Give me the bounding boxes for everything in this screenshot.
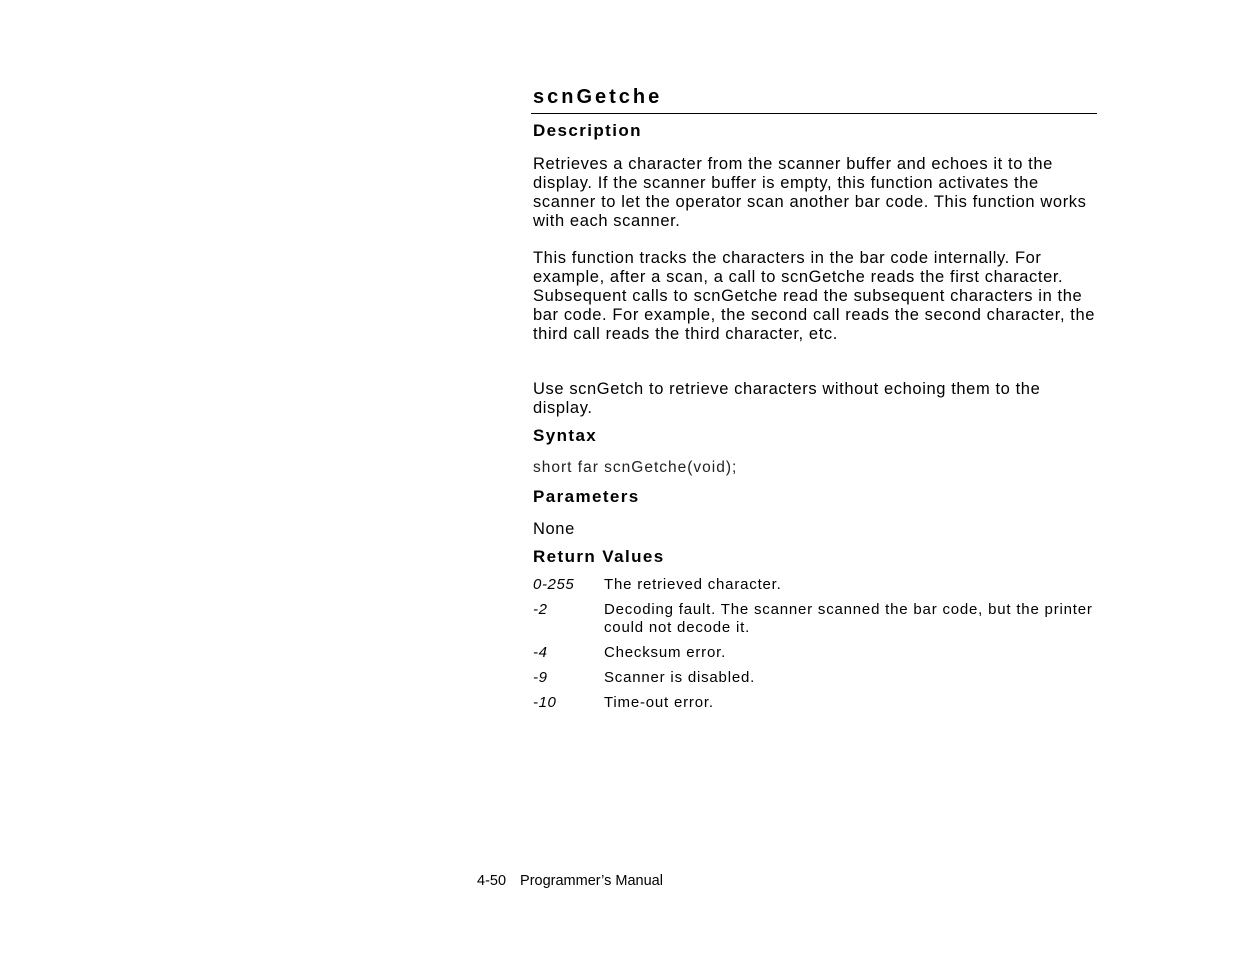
parameters-heading: Parameters	[533, 487, 640, 506]
syntax-code: short far scnGetche(void);	[533, 459, 738, 476]
parameters-value: None	[533, 520, 575, 538]
return-value-code: -9	[533, 669, 548, 686]
return-value-code: -2	[533, 601, 548, 618]
page-number: 4-50	[477, 873, 507, 889]
return-values-heading: Return Values	[533, 547, 665, 566]
page-footer	[477, 873, 663, 889]
return-value-desc: Decoding fault. The scanner scanned the bar code, but the printer could not decode it.	[604, 601, 1093, 636]
title-rule	[531, 113, 1097, 114]
return-value-desc: Time-out error.	[604, 694, 714, 711]
description-paragraph-1: Retrieves a character from the scanner buffer and echoes it to the display. If the scanner buffer is empty, this function activates the scanner to let the operator scan another bar code. This function works with each scanner.	[533, 155, 1087, 230]
section-title: scnGetche	[533, 86, 663, 108]
return-value-code: -10	[533, 694, 557, 711]
return-value-desc: The retrieved character.	[604, 576, 782, 593]
return-value-code: 0-255	[533, 576, 575, 593]
syntax-heading: Syntax	[533, 426, 598, 445]
manual-title: Programmer’s Manual	[520, 873, 663, 889]
return-value-desc: Scanner is disabled.	[604, 669, 756, 686]
description-paragraph-2: This function tracks the characters in the bar code internally. For example, after a scan, a call to scnGetche reads the first character. Subsequent calls to scnGetche read the subsequent characters in the bar code. For example, the second call reads the second character, the third call reads the third character, etc.	[533, 249, 1096, 343]
return-value-code: -4	[533, 644, 548, 661]
description-heading: Description	[533, 121, 642, 140]
description-paragraph-3: Use scnGetch to retrieve characters without echoing them to the display.	[533, 380, 1041, 417]
return-value-desc: Checksum error.	[604, 644, 727, 661]
